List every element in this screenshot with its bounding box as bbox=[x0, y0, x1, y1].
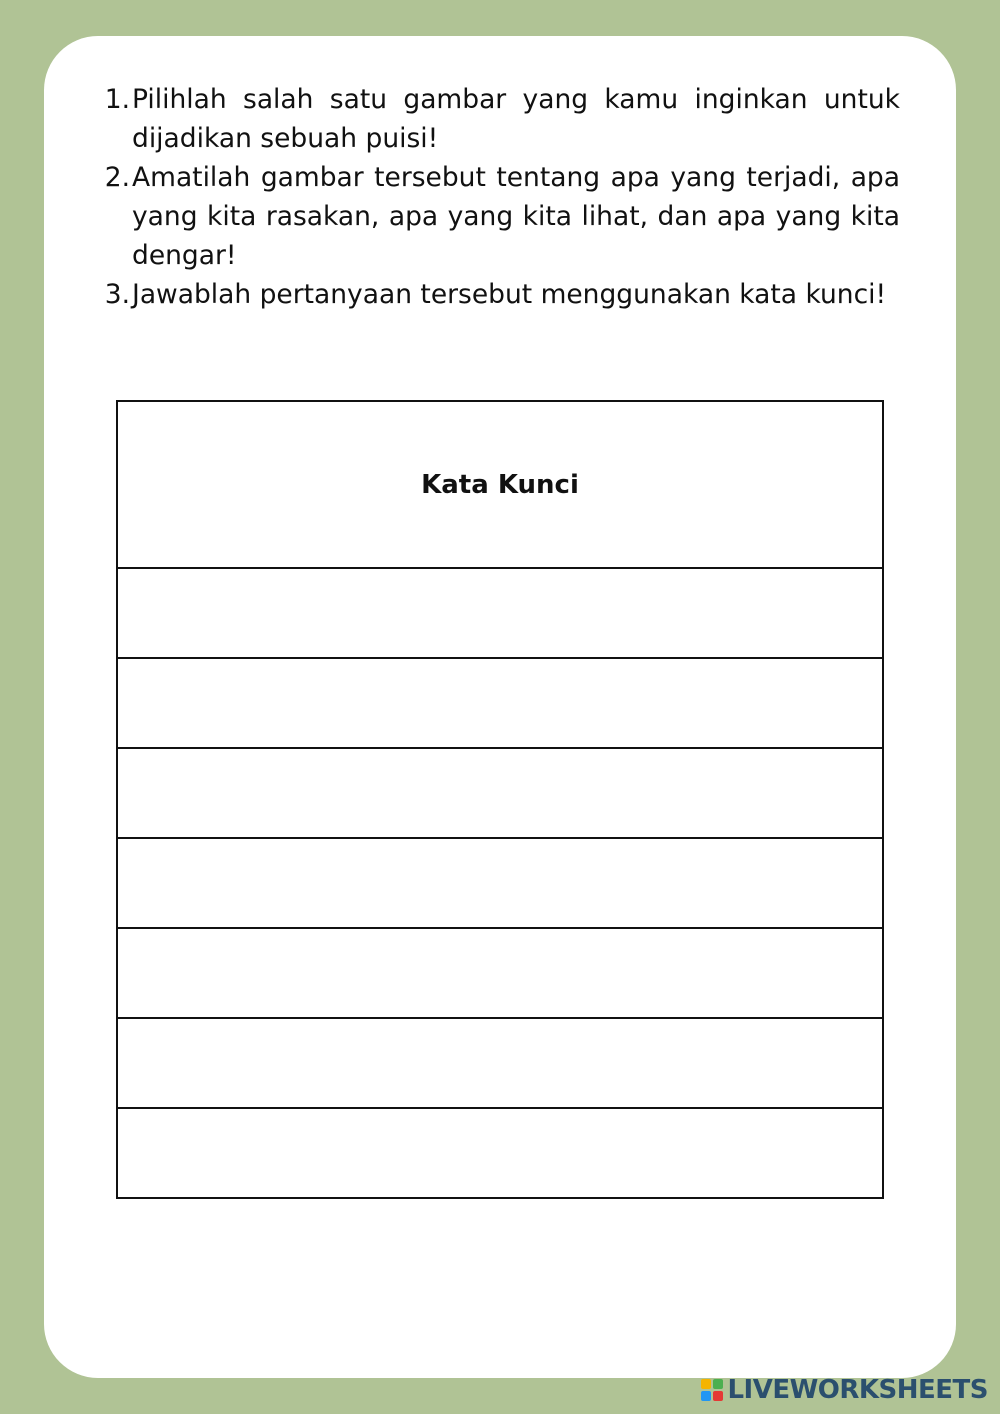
table-header-row bbox=[117, 401, 883, 568]
logo-square bbox=[713, 1391, 723, 1401]
table-row bbox=[117, 568, 883, 658]
liveworksheets-watermark bbox=[701, 1374, 988, 1406]
logo-square bbox=[701, 1391, 711, 1401]
instruction-number: 1. bbox=[104, 84, 130, 115]
logo-square bbox=[701, 1379, 711, 1389]
keyword-answer-cell[interactable] bbox=[117, 838, 883, 928]
instruction-text: Amatilah gambar tersebut tentang apa yang terjadi, apa yang kita rasakan, apa yang kita lihat, dan apa yang kita dengar! bbox=[132, 162, 900, 271]
keyword-table-header: Kata Kunci bbox=[117, 401, 883, 568]
instruction-text: Jawablah pertanyaan tersebut menggunakan kata kunci! bbox=[132, 279, 887, 310]
keyword-answer-cell[interactable] bbox=[117, 928, 883, 1018]
keyword-answer-cell[interactable] bbox=[117, 658, 883, 748]
keyword-answer-cell[interactable] bbox=[117, 1108, 883, 1198]
liveworksheets-logo-icon bbox=[701, 1379, 723, 1401]
keyword-answer-cell[interactable] bbox=[117, 568, 883, 658]
instruction-list bbox=[100, 80, 900, 314]
instruction-item-2 bbox=[100, 158, 900, 275]
keyword-answer-cell[interactable] bbox=[117, 1018, 883, 1108]
instruction-item-1 bbox=[100, 80, 900, 158]
instruction-text: Pilihlah salah satu gambar yang kamu inginkan untuk dijadikan sebuah puisi! bbox=[132, 84, 900, 154]
table-row bbox=[117, 658, 883, 748]
table-row bbox=[117, 1018, 883, 1108]
table-row bbox=[117, 748, 883, 838]
table-row bbox=[117, 838, 883, 928]
table-row bbox=[117, 1108, 883, 1198]
instruction-number: 2. bbox=[104, 162, 130, 193]
table-row bbox=[117, 928, 883, 1018]
keyword-answer-cell[interactable] bbox=[117, 748, 883, 838]
watermark-text: LIVEWORKSHEETS bbox=[727, 1375, 988, 1405]
instruction-item-3 bbox=[100, 275, 900, 314]
logo-square bbox=[713, 1379, 723, 1389]
instruction-number: 3. bbox=[104, 279, 130, 310]
keyword-table bbox=[116, 400, 884, 1199]
